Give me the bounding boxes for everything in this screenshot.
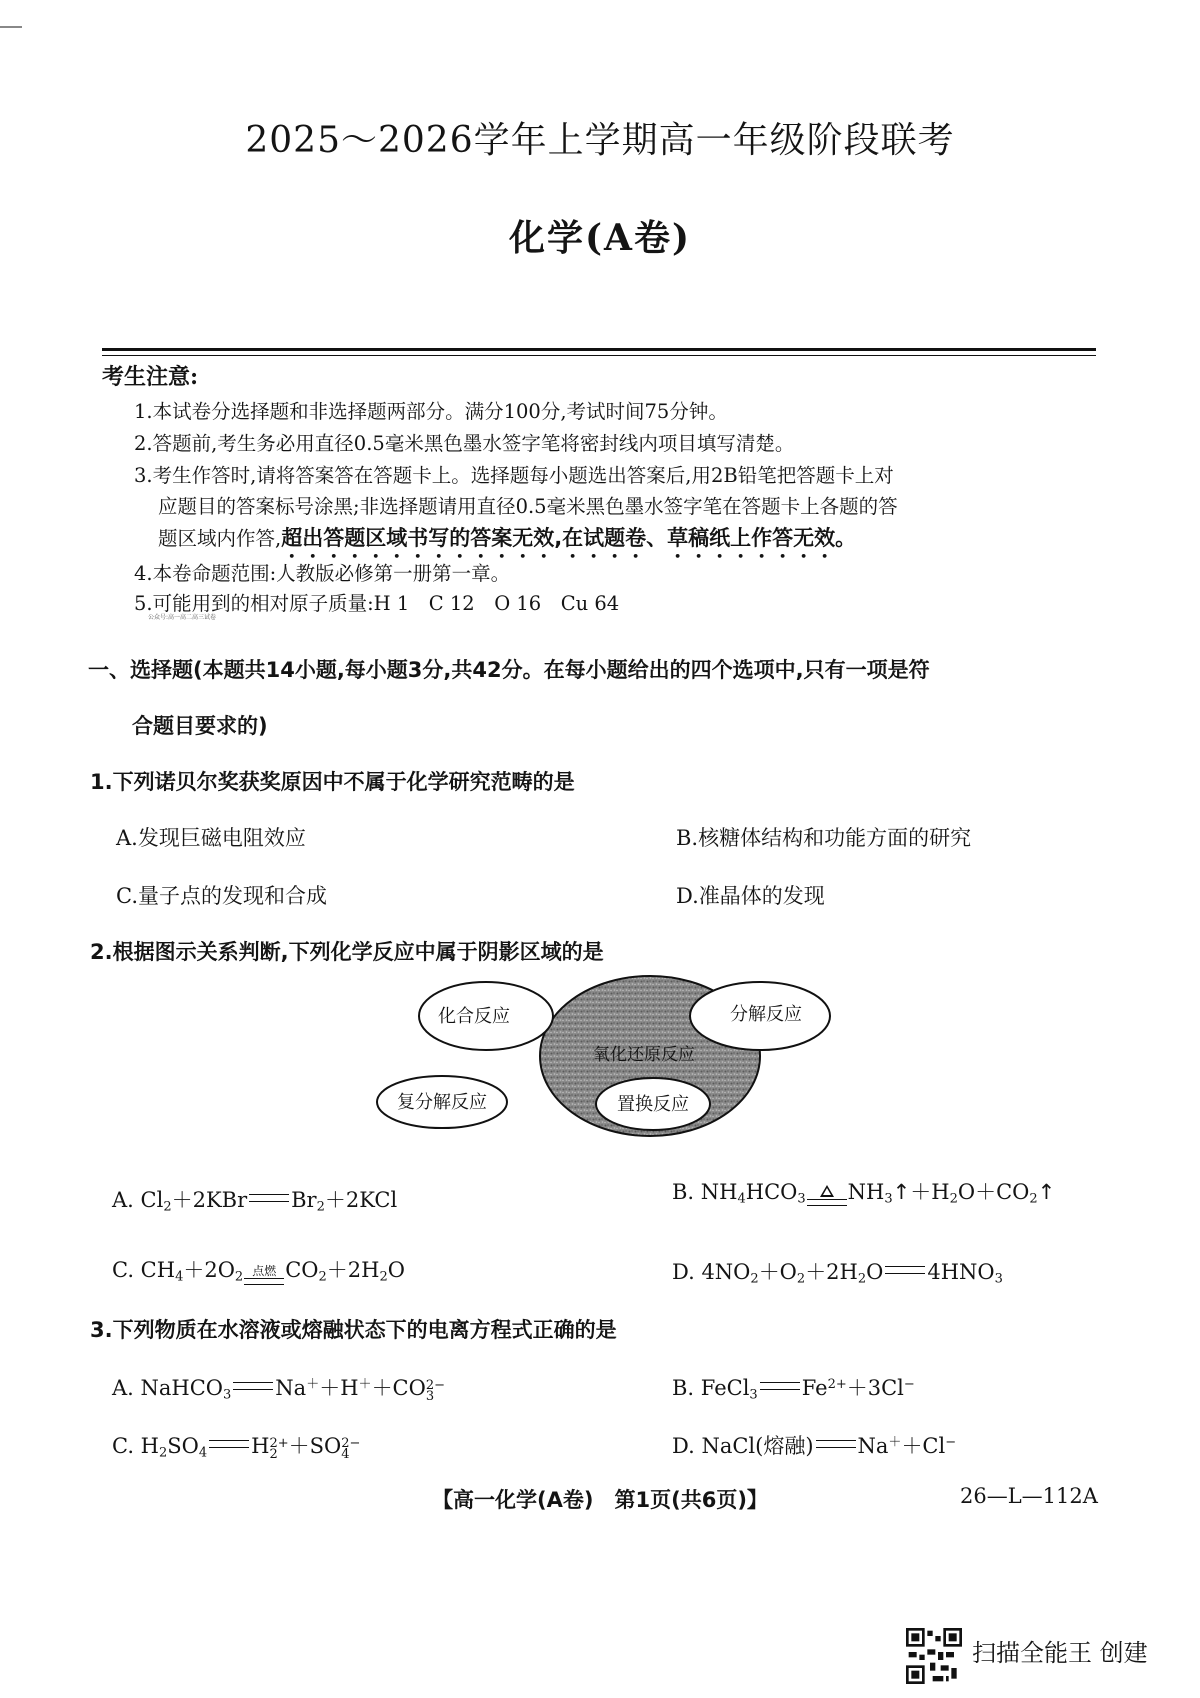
notice-item-3-line-1: 3.考生作答时,请将答案答在答题卡上。选择题每小题选出答案后,用2B铅笔把答题卡上对 <box>134 464 894 487</box>
q3-stem: 3.下列物质在水溶液或熔融状态下的电离方程式正确的是 <box>90 1318 617 1342</box>
notice-item-5: 5.可能用到的相对原子质量:H 1 C 12 O 16 Cu 64 <box>134 592 620 615</box>
section-1-heading-line-1: 一、选择题(本题共14小题,每小题3分,共42分。在每小题给出的四个选项中,只有一项是符 <box>88 658 930 682</box>
ignite-condition: 点燃 <box>252 1263 277 1278</box>
notice-item-3-emphasis: 超出答题区域书写的答案无效,在试题卷、草稿纸上作答无效。 <box>281 526 857 550</box>
q2-option-b: B. $NH_4HCO_3$ $NH_3↑+H_2O+CO_2↑$ <box>672 1180 1056 1207</box>
q3-option-a: A. NaHCO$_3$ Na＋＋H＋＋CO2− 3 <box>112 1376 446 1404</box>
molten-label: (熔融) <box>755 1434 814 1458</box>
scan-tag: 公众号:高一高二高三试卷 <box>148 614 217 621</box>
exam-subtitle: 化学(A卷) <box>509 217 691 259</box>
combination-label: 化合反应 <box>438 1006 510 1027</box>
divider-thin <box>102 355 1096 356</box>
double-decomposition-label: 复分解反应 <box>397 1092 487 1113</box>
q2-option-c: C. $CH_4+2O_2$ 点燃 $CO_2+2H_2O$ <box>112 1258 405 1285</box>
notice-item-3-line-3 <box>158 522 856 563</box>
q2-option-a: A. $Cl_2+2KBr$ $Br_2+2KCl$ <box>112 1188 398 1215</box>
displacement-label: 置换反应 <box>617 1094 689 1115</box>
notice-item-3-prefix: 题区域内作答, <box>158 527 282 550</box>
decomposition-label: 分解反应 <box>730 1004 802 1025</box>
redox-label: 氧化还原反应 <box>593 1045 695 1065</box>
q3-option-d: D. NaCl(熔融) Na＋＋Cl− <box>672 1434 957 1458</box>
q1-option-c: C.量子点的发现和合成 <box>116 884 327 908</box>
paper-code: 26—L—112A <box>960 1484 1098 1508</box>
reaction-venn-diagram <box>370 908 840 1138</box>
heat-triangle-icon <box>820 1185 834 1197</box>
q1-option-d: D.准晶体的发现 <box>676 884 825 908</box>
q1-option-a: A.发现巨磁电阻效应 <box>116 826 306 850</box>
page-footer: 【高一化学(A卷) 第1页(共6页)】 <box>432 1488 768 1512</box>
scanner-watermark: 扫描全能王 创建 <box>972 1639 1148 1667</box>
q1-option-b: B.核糖体结构和功能方面的研究 <box>676 826 972 850</box>
edge-mark <box>0 26 22 28</box>
notice-item-4: 4.本卷命题范围:人教版必修第一册第一章。 <box>134 562 511 585</box>
divider-thick <box>102 348 1096 351</box>
qr-code-icon <box>906 1628 962 1684</box>
exam-title: 2025～2026学年上学期高一年级阶段联考 <box>245 120 955 161</box>
q3-option-b: B. FeCl$_3$ $Fe^{2+}+3Cl^-$ <box>672 1376 915 1403</box>
section-1-heading-line-2: 合题目要求的) <box>132 714 268 738</box>
q3-option-c: C. $H_2SO_4$ H2+ 2 ＋SO2− 4 <box>112 1434 361 1462</box>
q1-stem: 1.下列诺贝尔奖获奖原因中不属于化学研究范畴的是 <box>90 770 575 794</box>
notice-heading: 考生注意: <box>102 364 199 390</box>
q2-option-d: D. $4NO_2+O_2+2H_2O$ $4HNO_3$ <box>672 1260 1003 1287</box>
notice-item-1: 1.本试卷分选择题和非选择题两部分。满分100分,考试时间75分钟。 <box>134 400 728 423</box>
notice-item-3-line-2: 应题目的答案标号涂黑;非选择题请用直径0.5毫米黑色墨水签字笔在答题卡上各题的答 <box>158 495 898 518</box>
notice-item-2: 2.答题前,考生务必用直径0.5毫米黑色墨水签字笔将密封线内项目填写清楚。 <box>134 432 795 455</box>
q2-stem: 2.根据图示关系判断,下列化学反应中属于阴影区域的是 <box>90 940 604 964</box>
